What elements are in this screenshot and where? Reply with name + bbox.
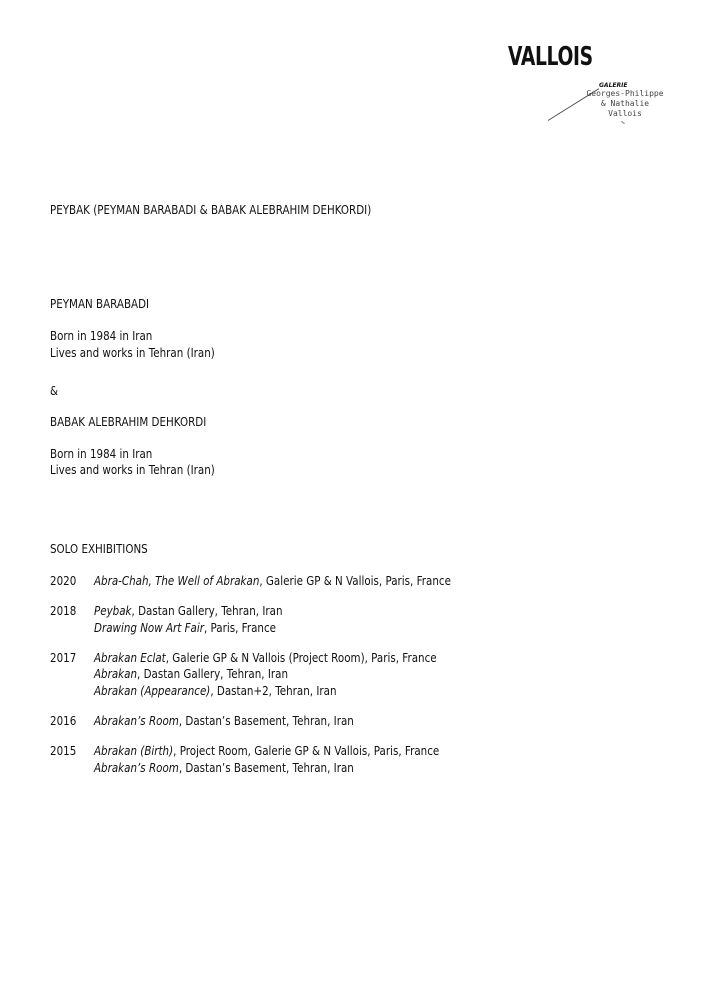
exhibition-title: Abrakan: [94, 667, 138, 681]
artist-1-name: PEYMAN BARABADI: [50, 297, 150, 311]
exhibition-entry: [94, 667, 288, 682]
exhibition-title: Abra-Chah, The Well of Abrakan: [94, 574, 260, 588]
section-heading-solo-exhibitions: SOLO EXHIBITIONS: [50, 542, 148, 556]
exhibition-year: 2015: [50, 744, 77, 758]
logo-wordmark: VALLOIS: [508, 42, 593, 72]
exhibition-entry: [94, 574, 451, 589]
exhibition-venue: , Dastan’s Basement, Tehran, Iran: [178, 714, 354, 728]
exhibition-title: Abrakan (Birth): [94, 744, 174, 758]
artist-2-name: BABAK ALEBRAHIM DEHKORDI: [50, 415, 207, 429]
exhibition-venue: , Dastan’s Basement, Tehran, Iran: [178, 761, 354, 775]
exhibition-entry: [94, 684, 336, 699]
ampersand: &: [50, 384, 59, 398]
exhibition-year: 2016: [50, 714, 77, 728]
exhibition-entry: [94, 651, 437, 666]
exhibition-year: 2020: [50, 574, 77, 588]
logo-tick-mark: [621, 121, 625, 124]
exhibition-year: 2018: [50, 604, 77, 618]
exhibition-entry: [94, 621, 276, 636]
artist-2-born: Born in 1984 in Iran: [50, 447, 153, 461]
logo-name-line-1: Georges-Philippe: [586, 89, 664, 98]
exhibition-title: Drawing Now Art Fair: [94, 621, 204, 635]
exhibition-title: Abrakan’s Room: [94, 714, 179, 728]
exhibition-entry: [94, 761, 354, 776]
logo-names: [586, 89, 664, 119]
exhibition-title: Peybak: [94, 604, 132, 618]
exhibition-entry: [94, 604, 283, 619]
exhibition-venue: , Paris, France: [203, 621, 276, 635]
exhibition-title: Abrakan Eclat: [94, 651, 166, 665]
exhibition-entry: [94, 714, 354, 729]
gallery-logo: [508, 42, 688, 132]
exhibition-venue: , Dastan Gallery, Tehran, Iran: [131, 604, 283, 618]
artist-2-lives: Lives and works in Tehran (Iran): [50, 463, 215, 477]
exhibition-venue: , Project Room, Galerie GP & N Vallois, Paris, France: [173, 744, 440, 758]
page-title: PEYBAK (PEYMAN BARABADI & BABAK ALEBRAHIM DEHKORDI): [50, 203, 372, 217]
logo-name-line-3: Vallois: [608, 109, 642, 118]
exhibition-venue: , Galerie GP & N Vallois (Project Room), Paris, France: [165, 651, 437, 665]
exhibition-venue: , Dastan Gallery, Tehran, Iran: [137, 667, 289, 681]
artist-1-lives: Lives and works in Tehran (Iran): [50, 346, 215, 360]
exhibition-entry: [94, 744, 439, 759]
exhibition-venue: , Galerie GP & N Vallois, Paris, France: [259, 574, 451, 588]
logo-galerie-label: GALERIE: [599, 82, 628, 89]
exhibition-title: Abrakan (Appearance): [94, 684, 211, 698]
logo-name-line-2: & Nathalie: [600, 99, 650, 108]
exhibition-year: 2017: [50, 651, 77, 665]
artist-1-born: Born in 1984 in Iran: [50, 329, 153, 343]
exhibition-title: Abrakan’s Room: [94, 761, 179, 775]
exhibition-venue: , Dastan+2, Tehran, Iran: [210, 684, 337, 698]
